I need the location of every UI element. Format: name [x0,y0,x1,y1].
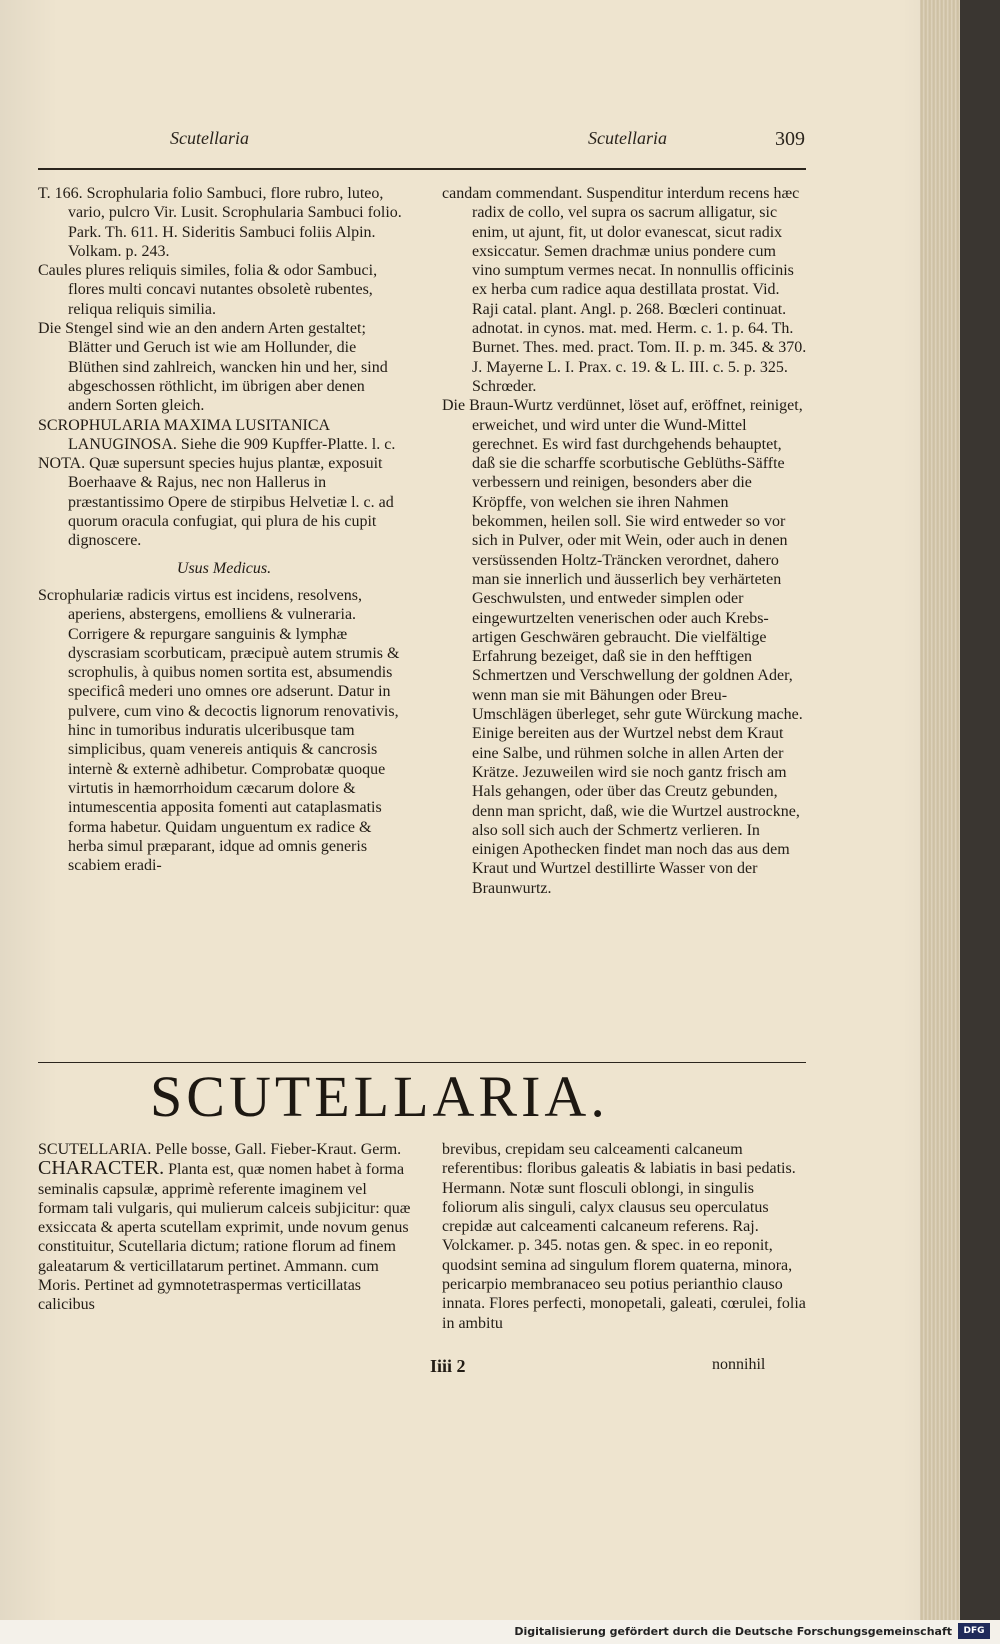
footer-credit: Digitalisierung gefördert durch die Deutsche Forschungsgemeinschaft [514,1625,952,1638]
paragraph-character [38,1159,418,1314]
running-head-left: Scutellaria [170,128,249,148]
left-column [38,184,410,875]
paragraph-synonyms: T. 166. Scrophularia folio Sambuci, flore rubro, luteo, vario, pulcro Vir. Lusit. Scrophularia Sambuci folio. Park. Th. 611. H. Sideritis Sambuci foliis Alpin. Volkam. p. 243. [38,185,402,260]
lower-left-column [38,1140,418,1315]
footer-bar [0,1620,1000,1644]
right-column [442,184,807,898]
paragraph-scutellaria-names: SCUTELLARIA. Pelle bosse, Gall. Fieber-Kraut. Germ. [38,1141,402,1158]
character-label: CHARACTER. [38,1157,165,1180]
paragraph-character-continued: brevibus, crepidam seu calceamenti calcaneum referentibus: floribus galeatis & labiatis in basi pedatis. Hermann. Notæ sunt flosculi oblongi, in singulis foliorum alis singuli, calyx clausus seu operculatus crepidæ aut calceamenti calcaneum referens. Raj. Volckamer. p. 345. notas gen. & spec. in eo reponit, quodsint semina ad singulum florem quaterna, minora, pericarpio membranaceo seu potius perianthio clauso innata. Flores perfecti, monopetali, galeati, cœrulei, folia in ambitu [442,1141,806,1332]
lower-right-column [442,1140,807,1333]
catchword: nonnihil [712,1356,766,1373]
character-text: Planta est, quæ nomen habet à forma seminalis capsulæ, apprimè referente imaginem vel formam tali vulgaris, qui mulierum calceis subjicitur: quæ exsiccata & aperta scutellam exprimit, unde novum genus constituitur, Scutellaria dictum; ratione florum ad finem galeatarum & verticillatarum pertinet. Ammann. cum Moris. Pertinet ad gymnotetraspermas verticillatas calicibus [38,1161,411,1314]
paragraph-braunwurtz: Die Braun-Wurtz verdünnet, löset auf, eröffnet, reiniget, erweichet, und wird unter die Wund-Mittel gerechnet. Es wird fast durchgehends behauptet, daß sie die scharffe scorbutische Geblüths-Säffte verbessern und reinigen, besonders aber die Kröpffe, von welchen sie ihren Nahmen bekommen, heilen soll. Sie wird entweder so vor sich in Pulver, oder mit Wein, oder auch in denen versüssenden Holtz-Träncken verordnet, dahero man sie innerlich und äusserlich bey verhärteten Geschwulsten, und entweder simplen oder eingewurtzelten venerischen oder auch Krebs-artigen Geschwären gebraucht. Die vielfältige Erfahrung bezeiget, daß sie in den hefftigen Schmertzen und Verschwellung der goldnen Ader, wenn man sie mit Bähungen oder Breu-Umschlägen überleget, sehr gute Würckung mache. Einige bereiten aus der Wurtzel nebst dem Kraut eine Salbe, und rühmen solche in allen Arten der Krätze. Jezuweilen wird sie noch gantz frisch am Hals gehangen, oder über das Creutz gebunden, denn man spricht, daß, wie die Wurtzel austrockne, also soll sich auch der Schmertz verlieren. In einigen Apothecken findet man noch das aus dem Kraut und Wurtzel destillirte Wasser von der Braunwurtz. [442,397,803,897]
dfg-logo: DFG [958,1623,990,1639]
paragraph-nota: NOTA. Quæ supersunt species hujus plantæ, exposuit Boerhaave & Rajus, nec non Hallerus in præstantissimo Opere de stirpibus Helvetiæ l. c. ad quorum oracula confugiat, qui plura de his cupit dignoscere. [38,455,394,550]
header-rule [38,168,806,170]
running-head-right: Scutellaria [588,128,667,148]
paragraph-latin-continued: candam commendant. Suspenditur interdum recens hæc radix de collo, vel supra os sacrum alligatur, sic enim, ut ajunt, fit, ut dolor evanescat, sicut radix exsiccatur. Semen drachmæ unius pondere cum vino sumptum vermes necat. In nonnullis officinis ex herba cum radice aqua destillata prostat. Vid. Raji catal. plant. Angl. p. 268. Bœcleri continuat. adnotat. in cynos. mat. med. Herm. c. 1. p. 64. Th. Burnet. Thes. med. pract. Tom. II. p. m. 345. & 370. J. Mayerne L. I. Prax. c. 19. & L. III. c. 5. p. 325. Schrœder. [442,185,807,395]
paragraph-lusitanica: SCROPHULARIA MAXIMA LUSITANICA LANUGINOSA. Siehe die 909 Kupffer-Platte. l. c. [38,416,396,453]
paragraph-usus: Scrophulariæ radicis virtus est incidens, resolvens, aperiens, abstergens, emolliens & vulneraria. Corrigere & repurgare sanguinis & lymphæ dyscrasiam scorbuticam, præcipuè autem strumis & scrophulis, à quibus nomen sortita est, absumendis specificâ mederi uno omnes ore adserunt. Datur in pulvere, cum vino & decoctis lignorum renovativis, hinc in tumoribus induratis ulceribusque tam simplicibus, quam venereis antiquis & cancrosis internè & externè adhibetur. Comprobatæ quoque virtutis in hæmorrhoidum cæcarum dolore & intumescentia apposita fomenti aut cataplasmatis forma habetur. Quidam unguentum ex radice & herba simul præparant, idque ad omnis generis scabiem eradi- [38,586,400,875]
section-title: SCUTELLARIA. [150,1064,609,1129]
paragraph-german-description: Die Stengel sind wie an den andern Arten gestaltet; Blätter und Geruch ist wie am Hollunder, die Blüthen sind zahlreich, wancken hin und her, sind abgeschossen röthlicht, im übrigen aber denen andern Sorten gleich. [38,320,388,415]
signature-mark: Iiii 2 [430,1356,466,1376]
usus-medicus-heading: Usus Medicus. [176,559,272,577]
paragraph-description: Caules plures reliquis similes, folia & odor Sambuci, flores multi concavi nutantes obsoletè rubentes, reliqua reliquis similia. [38,262,378,318]
page-edge [920,0,960,1620]
page-number: 309 [775,128,805,150]
